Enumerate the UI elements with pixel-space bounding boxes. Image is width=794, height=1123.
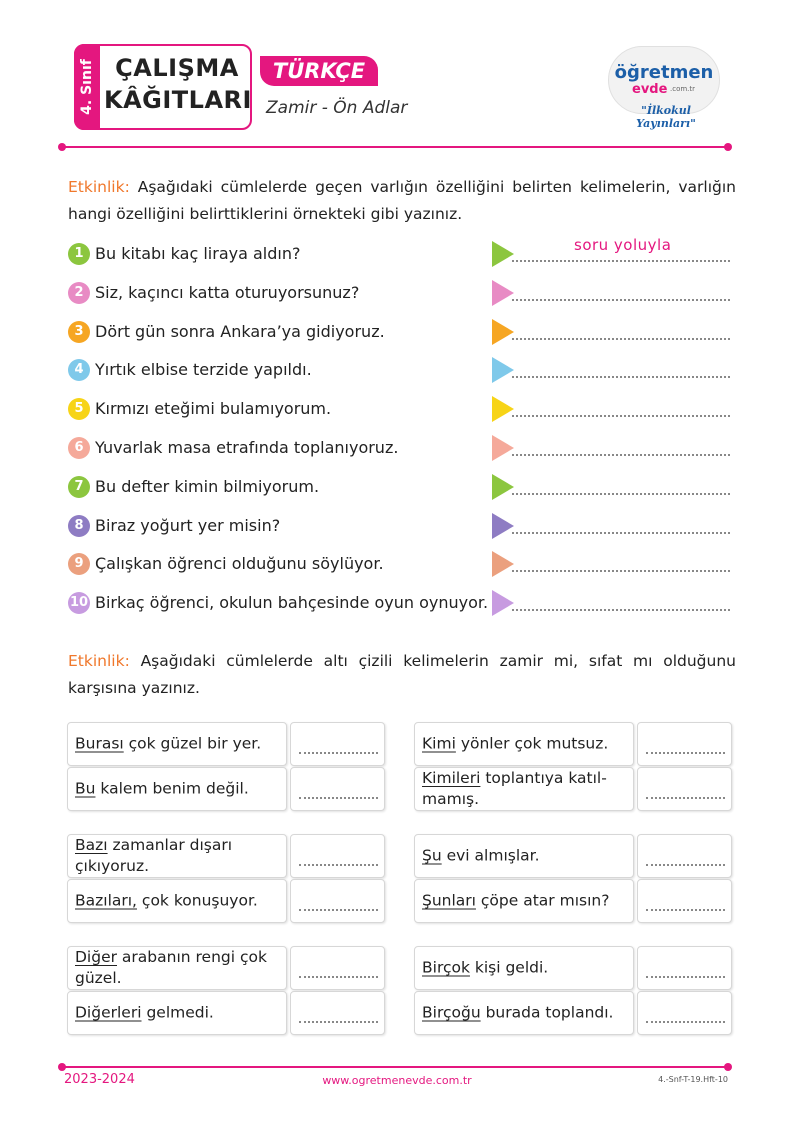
answer-cell[interactable] xyxy=(290,767,385,811)
question-text: Siz, kaçıncı katta oturuyorsunuz? xyxy=(95,282,360,302)
sentence-rest: evi almışlar. xyxy=(441,846,540,865)
title-line-2: KÂĞITLARI xyxy=(104,86,252,114)
underlined-word: Bazıları, xyxy=(75,891,137,910)
underlined-word: Bazı xyxy=(75,836,108,854)
sentence-rest: kalem benim değil. xyxy=(95,779,249,798)
sentence-text xyxy=(75,779,281,800)
answer-cell[interactable] xyxy=(290,946,385,990)
sentence-cell xyxy=(414,722,634,766)
underlined-word: Şunları xyxy=(422,891,476,910)
answer-cell[interactable] xyxy=(637,722,732,766)
answer-cell[interactable] xyxy=(637,946,732,990)
sentence-cell xyxy=(67,722,287,766)
answer-line[interactable] xyxy=(299,864,378,866)
activity1-label: Etkinlik: xyxy=(68,178,130,196)
activity2-text: Aşağıdaki cümlelerde altı çizili kelimelerin zamir mi, sıfat mı olduğunu karşısına yazınız. xyxy=(68,652,736,697)
underlined-word: Şu xyxy=(422,846,442,865)
footer-code: 4.-Snf-T-19.Hft-10 xyxy=(658,1075,728,1084)
sentence-rest: gelmedi. xyxy=(141,1003,214,1022)
sentence-text xyxy=(422,958,628,979)
question-number-badge: 5 xyxy=(68,398,90,420)
question-text: Çalışkan öğrenci olduğunu söylüyor. xyxy=(95,554,384,574)
sentence-text xyxy=(422,768,628,810)
sentence-text xyxy=(422,891,628,912)
answer-line[interactable] xyxy=(512,260,730,262)
activity2-instruction xyxy=(68,648,736,702)
arrow-triangle-icon xyxy=(492,241,514,267)
question-number-badge: 9 xyxy=(68,553,90,575)
subject-label: TÜRKÇE xyxy=(260,56,378,86)
title-line-1: ÇALIŞMA xyxy=(115,54,239,82)
sentence-cell xyxy=(414,834,634,878)
sentence-cell xyxy=(67,946,287,990)
arrow-triangle-icon xyxy=(492,551,514,577)
answer-line[interactable] xyxy=(512,415,730,417)
answer-line[interactable] xyxy=(512,570,730,572)
answer-cell[interactable] xyxy=(637,834,732,878)
question-text: Bu defter kimin bilmiyorum. xyxy=(95,476,320,496)
answer-line[interactable] xyxy=(646,864,725,866)
underlined-word: Kimi xyxy=(422,734,456,753)
question-text: Bu kitabı kaç liraya aldın? xyxy=(95,244,301,263)
question-number-badge: 3 xyxy=(68,321,90,343)
question-text: Yırtık elbise terzide yapıldı. xyxy=(95,360,312,380)
sentence-cell xyxy=(67,834,287,878)
sentence-cell xyxy=(67,879,287,923)
answer-line[interactable] xyxy=(512,493,730,495)
activity1-instruction xyxy=(68,174,736,228)
answer-line[interactable] xyxy=(299,1021,378,1023)
answer-line[interactable] xyxy=(512,454,730,456)
activity2-label: Etkinlik: xyxy=(68,652,130,670)
header-divider xyxy=(62,146,728,148)
underlined-word: Burası xyxy=(75,734,124,753)
grade-label: 4. Sınıf xyxy=(79,59,95,115)
question-row xyxy=(68,512,732,542)
sentence-text xyxy=(422,846,628,867)
question-text: Birkaç öğrenci, okulun bahçesinde oyun oynuyor. xyxy=(95,593,489,613)
question-number-badge: 10 xyxy=(68,592,90,614)
answer-line[interactable] xyxy=(512,338,730,340)
arrow-triangle-icon xyxy=(492,319,514,345)
answer-line[interactable] xyxy=(646,909,725,911)
footer-website[interactable]: www.ogretmenevde.com.tr xyxy=(322,1074,472,1087)
answer-line[interactable] xyxy=(299,909,378,911)
question-row xyxy=(68,318,732,348)
sentence-rest: arabanın rengi çok güzel. xyxy=(75,948,267,987)
logo-domain-text: .com.tr xyxy=(670,85,696,93)
sentence-text xyxy=(75,1003,281,1024)
answer-line[interactable] xyxy=(646,752,725,754)
sentence-rest: kişi geldi. xyxy=(469,958,549,977)
underlined-word: Diğerleri xyxy=(75,1003,142,1022)
question-text: Biraz yoğurt yer misin? xyxy=(95,515,281,535)
publisher-logo xyxy=(604,40,724,130)
logo-tagline: "İlkokul Yayınları" xyxy=(636,104,696,130)
topic-label: Zamir - Ön Adlar xyxy=(266,98,408,118)
sentence-cell xyxy=(414,946,634,990)
answer-line[interactable] xyxy=(512,609,730,611)
arrow-triangle-icon xyxy=(492,590,514,616)
arrow-triangle-icon xyxy=(492,435,514,461)
sentence-text xyxy=(75,734,281,755)
answer-cell[interactable] xyxy=(290,722,385,766)
question-row xyxy=(68,395,732,425)
sentence-rest: çok güzel bir yer. xyxy=(123,734,262,753)
question-text: Kırmızı eteğimi bulamıyorum. xyxy=(95,399,332,419)
activity1-text: Aşağıdaki cümlelerde geçen varlığın özelliğini belirten kelimelerin, varlığın hangi özelliğini belirttiklerini örnekteki gibi yazınız. xyxy=(68,178,736,223)
underlined-word: Diğer xyxy=(75,948,117,966)
answer-line[interactable] xyxy=(512,532,730,534)
question-text: Dört gün sonra Ankara’ya gidiyoruz. xyxy=(95,321,385,341)
answer-line[interactable] xyxy=(646,797,725,799)
sentence-rest: burada toplandı. xyxy=(480,1003,614,1022)
question-row xyxy=(68,236,732,270)
question-row xyxy=(68,589,732,619)
footer-year: 2023-2024 xyxy=(64,1072,135,1087)
sentence-text xyxy=(75,835,281,877)
answer-cell[interactable] xyxy=(637,879,732,923)
arrow-triangle-icon xyxy=(492,474,514,500)
question-text: Yuvarlak masa etrafında toplanıyoruz. xyxy=(95,438,399,457)
sentence-cell xyxy=(414,879,634,923)
sentence-rest: yönler çok mutsuz. xyxy=(455,734,609,753)
underlined-word: Kimileri xyxy=(422,769,481,787)
answer-line[interactable] xyxy=(646,1021,725,1023)
answer-line[interactable] xyxy=(299,976,378,978)
logo-sub-text: evde xyxy=(632,82,668,97)
question-row xyxy=(68,550,732,580)
answer-line[interactable] xyxy=(299,797,378,799)
underlined-word: Birçok xyxy=(422,958,470,977)
question-number-badge: 2 xyxy=(68,282,90,304)
sentence-cell xyxy=(414,767,634,811)
underlined-word: Bu xyxy=(75,779,96,798)
answer-cell[interactable] xyxy=(290,991,385,1035)
answer-cell[interactable] xyxy=(637,767,732,811)
question-row xyxy=(68,356,732,386)
question-row xyxy=(68,473,732,503)
sentence-rest: zamanlar dışarı çıkıyoruz. xyxy=(75,836,233,875)
answer-cell[interactable] xyxy=(637,991,732,1035)
answer-text[interactable]: soru yoluyla xyxy=(574,236,672,254)
arrow-triangle-icon xyxy=(492,280,514,306)
answer-line[interactable] xyxy=(512,299,730,301)
sentence-text xyxy=(75,947,281,989)
sentence-cell xyxy=(414,991,634,1035)
answer-line[interactable] xyxy=(646,976,725,978)
arrow-triangle-icon xyxy=(492,513,514,539)
footer-divider xyxy=(62,1066,728,1068)
sentence-text xyxy=(422,1003,628,1024)
sentence-rest: çok konuşuyor. xyxy=(137,891,258,910)
question-number-badge: 7 xyxy=(68,476,90,498)
question-number-badge: 1 xyxy=(68,243,90,265)
question-row xyxy=(68,434,732,464)
sentence-cell xyxy=(67,767,287,811)
sentence-rest: toplantıya katıl-mamış. xyxy=(422,769,607,808)
question-number-badge: 4 xyxy=(68,359,90,381)
answer-cell[interactable] xyxy=(290,879,385,923)
worksheet-title xyxy=(104,52,250,116)
sentence-cell xyxy=(67,991,287,1035)
sentence-rest: çöpe atar mısın? xyxy=(475,891,610,910)
question-number-badge: 8 xyxy=(68,515,90,537)
answer-line[interactable] xyxy=(299,752,378,754)
answer-line[interactable] xyxy=(512,376,730,378)
sentence-text xyxy=(422,734,628,755)
question-row xyxy=(68,279,732,309)
arrow-triangle-icon xyxy=(492,357,514,383)
question-number-badge: 6 xyxy=(68,437,90,459)
sentence-text xyxy=(75,891,281,912)
arrow-triangle-icon xyxy=(492,396,514,422)
answer-cell[interactable] xyxy=(290,834,385,878)
underlined-word: Birçoğu xyxy=(422,1003,481,1022)
grade-tab xyxy=(74,44,100,130)
logo-main-text: öğretmen xyxy=(614,62,714,83)
